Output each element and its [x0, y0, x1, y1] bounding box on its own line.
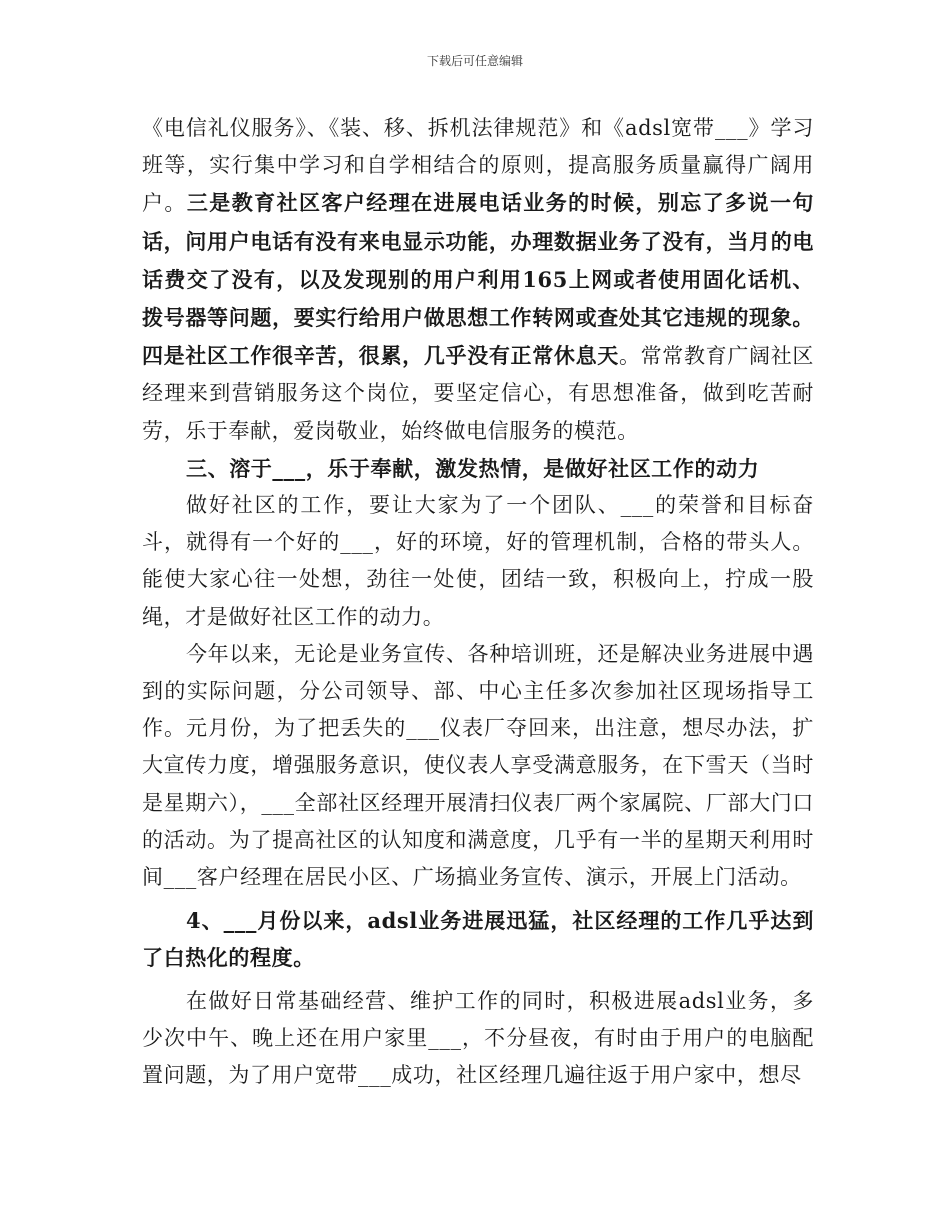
text-run: 。常常教育广阔社区经理来到营销服务这个岗位，要坚定信心，有思想准备，做到吃苦耐劳，乐于奉献，爱岗敬业，始终做电信服务的模范。 [142, 344, 814, 443]
text-run: 《电信礼仪服务》、《装、移、拆机法律规范》和《adsl宽带___》学习班等，实行集中学习和自学相结合的原则，提高服务质量赢得广阔用户。 [142, 116, 814, 216]
section-heading-3: 三、溶于___，乐于奉献，激发热情，是做好社区工作的动力 [186, 455, 760, 481]
bold-text-run: 三是教育社区客户经理在进展电话业务的时候，别忘了多说一句话，问用户电话有没有来电显示功能，办理数据业务了没有，当月的电话费交了没有，以及发现别的用户利用165上网或者使用固化话机、拨号器等问题，要实行给用户做思想工作转网或查处其它违规的现象。四是社区工作很辛苦，很累，几乎没有正常休息天 [142, 190, 814, 369]
page-header: 下载后可任意编辑 [426, 54, 523, 68]
document-body [142, 110, 814, 1094]
paragraph-1 [142, 110, 814, 450]
paragraph-6: 在做好日常基础经营、维护工作的同时，积极进展adsl业务，多少次中午、晚上还在用户家里___，不分昼夜，有时由于用户的电脑配置问题，为了用户宽带___成功，社区经理几遍往返于用户家中，想尽 [142, 988, 814, 1088]
paragraph-3: 做好社区的工作，要让大家为了一个团队、___的荣誉和目标奋斗，就得有一个好的___，好的环境，好的管理机制，合格的带头人。能使大家心往一处想，劲往一处使，团结一致，积极向上，拧成一股绳，才是做好社区工作的动力。 [142, 493, 814, 629]
section-heading-4: 4、___月份以来，adsl业务进展迅猛，社区经理的工作几乎达到了白热化的程度。 [142, 908, 814, 971]
paragraph-4: 今年以来，无论是业务宣传、各种培训班，还是解决业务进展中遇到的实际问题，分公司领导、部、中心主任多次参加社区现场指导工作。元月份，为了把丢失的___仪表厂夺回来，出注意，想尽办法，扩大宣传力度，增强服务意识，使仪表人享受满意服务，在下雪天（当时是星期六），___全部社区经理开展清扫仪表厂两个家属院、厂部大门口的活动。为了提高社区的认知度和满意度，几乎有一半的星期天利用时间___客户经理在居民小区、广场搞业务宣传、演示，开展上门活动。 [142, 641, 814, 890]
